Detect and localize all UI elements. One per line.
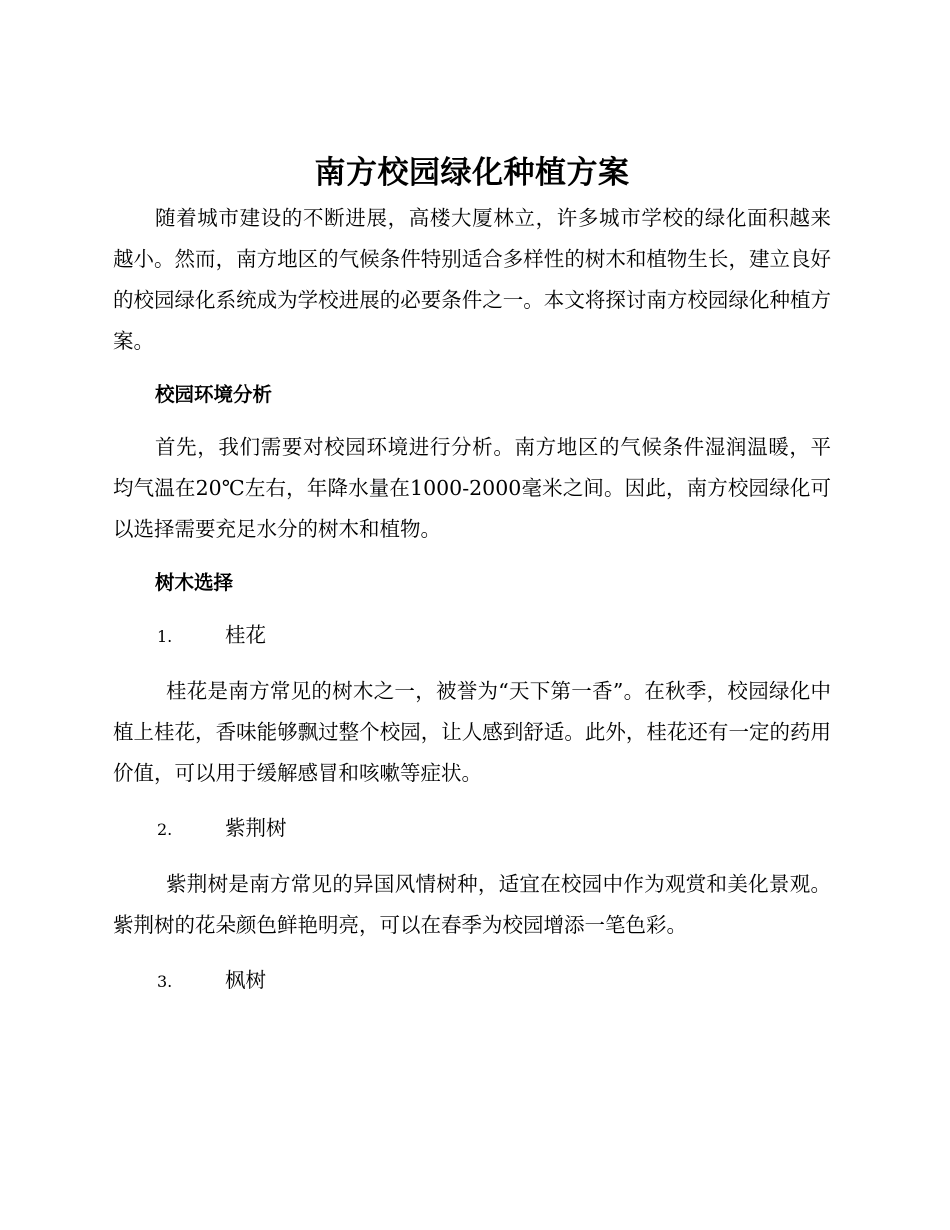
document-content (113, 148, 831, 1002)
spacer (113, 946, 831, 960)
document-title: 南方校园绿化种植方案 (314, 155, 630, 191)
spacer (113, 550, 831, 562)
spacer (113, 603, 831, 615)
list-item-maple (113, 960, 831, 1002)
list-item-name: 枫树 (225, 968, 266, 992)
spacer (113, 794, 831, 808)
section-heading-environment: 校园环境分析 (155, 383, 273, 406)
list-item-name: 紫荆树 (225, 816, 287, 840)
intro-paragraph: 随着城市建设的不断进展，高楼大厦林立，许多城市学校的绿化面积越来越小。然而，南方地区的气候条件特别适合多样性的树木和植物生长，建立良好的校园绿化系统成为学校进展的必要条件之一。本文将探讨南方校园绿化种植方案。 (113, 206, 831, 353)
osmanthus-paragraph: 桂花是南方常见的树木之一，被誉为“天下第一香”。在秋季，校园绿化中植上桂花，香味能够飘过整个校园，让人感到舒适。此外，桂花还有一定的药用价值，可以用于缓解感冒和咳嗽等症状。 (113, 679, 831, 785)
list-item-osmanthus (113, 615, 831, 657)
list-item-name: 桂花 (225, 623, 266, 647)
spacer (113, 415, 831, 427)
spacer (113, 850, 831, 864)
section-heading-trees: 树木选择 (155, 571, 234, 594)
list-item-number: 3. (157, 972, 173, 991)
list-item-number: 1. (157, 627, 173, 646)
environment-paragraph: 首先，我们需要对校园环境进行分析。南方地区的气候条件湿润温暖，平均气温在20℃左右，年降水量在1000-2000毫米之间。因此，南方校园绿化可以选择需要充足水分的树木和植物。 (113, 435, 831, 541)
spacer (113, 362, 831, 374)
redbud-paragraph: 紫荆树是南方常见的异国风情树种，适宜在校园中作为观赏和美化景观。紫荆树的花朵颜色鲜艳明亮，可以在春季为校园增添一笔色彩。 (113, 872, 831, 937)
list-item-number: 2. (157, 820, 173, 839)
list-item-redbud (113, 808, 831, 850)
spacer (113, 657, 831, 671)
